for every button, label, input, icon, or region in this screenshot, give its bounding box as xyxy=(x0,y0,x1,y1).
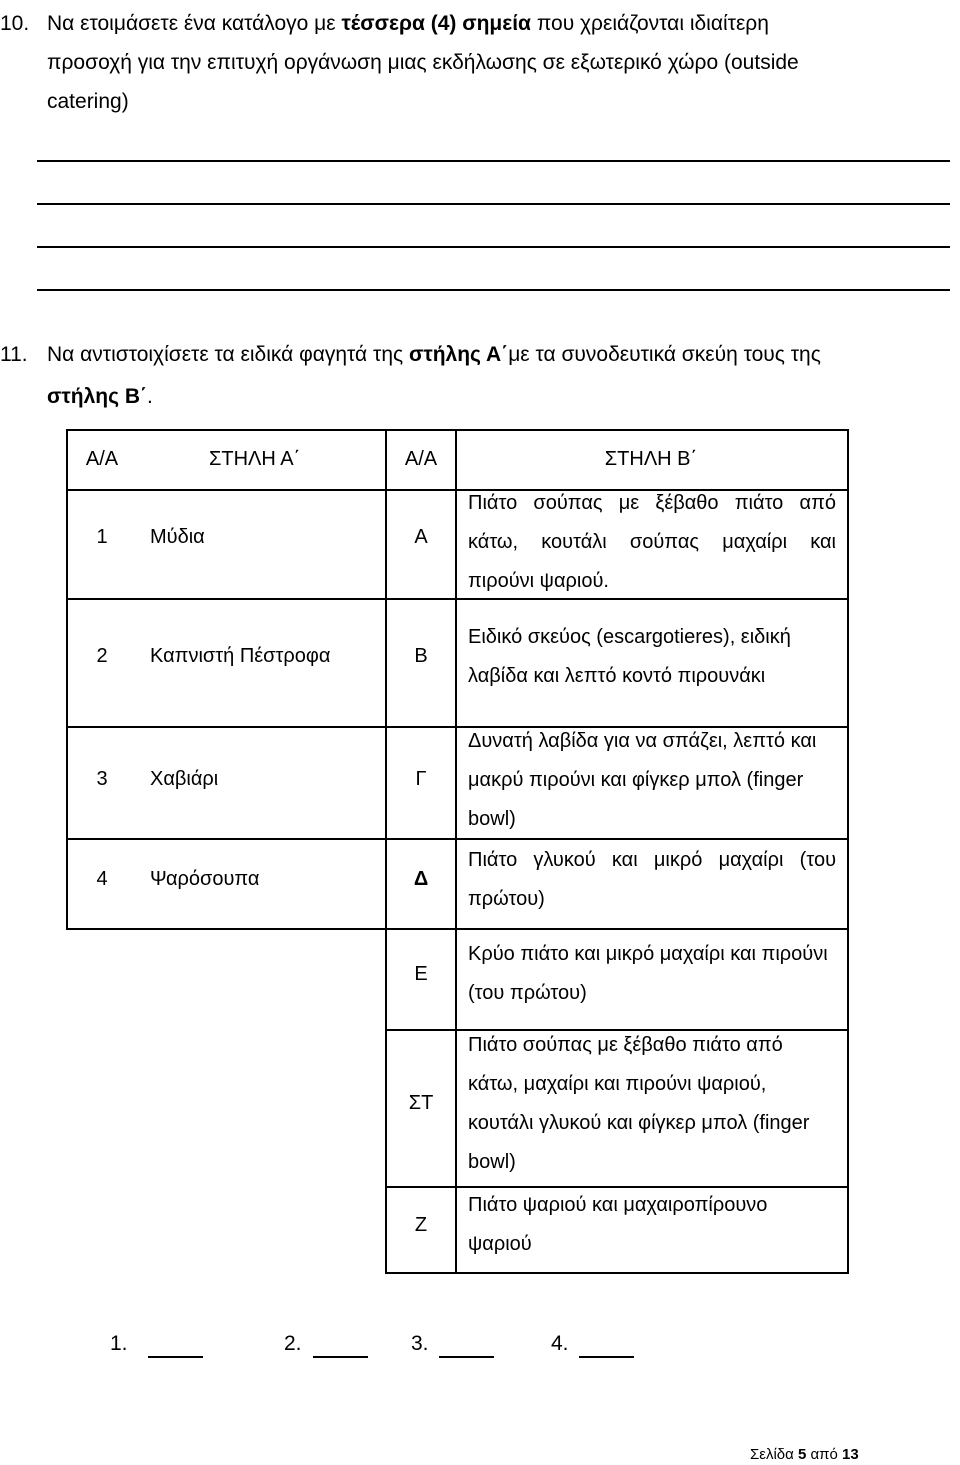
answer-label: 2. xyxy=(284,1332,302,1355)
header-aa-left: Α/Α xyxy=(85,448,119,470)
question-text: Να αντιστοιχίσετε τα ειδικά φαγητά της xyxy=(47,343,409,366)
answer-label: 1. xyxy=(110,1332,128,1355)
header-aa-right: Α/Α xyxy=(404,448,438,470)
question-text: Να ετοιμάσετε ένα κατάλογο με xyxy=(47,12,342,35)
header-column-a: ΣΤΗΛΗ Α΄ xyxy=(209,448,301,470)
column-b-letter: Β xyxy=(414,645,428,667)
column-b-letter: Δ xyxy=(413,868,429,890)
page-total: 13 xyxy=(842,1446,859,1463)
column-b-letter: Ζ xyxy=(414,1214,428,1236)
column-b-text: Ειδικό σκεύος (escargotieres), ειδική λαβίδα και λεπτό κοντό πιρουνάκι xyxy=(468,626,791,687)
question-10-line-3: catering) xyxy=(47,90,129,113)
question-10-line-2: προσοχή για την επιτυχή οργάνωση μιας εκδήλωσης σε εξωτερικό χώρο (outside xyxy=(47,51,799,74)
column-b-text: Πιάτο σούπας με ξέβαθο πιάτο από κάτω, μαχαίρι και πιρούνι ψαριού, κουτάλι γλυκού και φίγκερ μπολ (finger bowl) xyxy=(468,1034,810,1173)
table-border xyxy=(385,429,387,1274)
question-11-line-2 xyxy=(0,376,960,418)
page-number: 5 xyxy=(797,1446,807,1463)
answer-label: 4. xyxy=(551,1332,569,1355)
column-a-item: Ψαρόσουπα xyxy=(150,868,260,890)
question-10 xyxy=(0,4,960,121)
answer-line[interactable] xyxy=(37,289,950,291)
question-number: 11. xyxy=(0,343,28,366)
column-b-text: Δυνατή λαβίδα για να σπάζει, λεπτό και μακρύ πιρούνι και φίγκερ μπολ (finger bowl) xyxy=(468,730,817,830)
answer-line[interactable] xyxy=(37,246,950,248)
column-b-text: Πιάτο ψαριού και μαχαιροπίρουνο ψαριού xyxy=(468,1194,768,1255)
column-a-number: 2 xyxy=(96,645,108,667)
header-column-b: ΣΤΗΛΗ Β΄ xyxy=(604,448,698,470)
answer-label: 3. xyxy=(411,1332,429,1355)
question-11-line-1 xyxy=(0,334,960,376)
column-b-text: Πιάτο σούπας με ξέβαθο πιάτο από κάτω, κουτάλι σούπας μαχαίρι και πιρούνι ψαριού. xyxy=(468,492,836,592)
question-text: . xyxy=(147,385,153,408)
table-border xyxy=(66,429,68,930)
footer-text: Σελίδα xyxy=(750,1446,798,1463)
answer-blank[interactable] xyxy=(148,1356,203,1358)
footer-text: από xyxy=(806,1446,843,1463)
column-a-number: 1 xyxy=(96,526,108,548)
column-b-text: Πιάτο γλυκού και μικρό μαχαίρι (του πρώτου) xyxy=(468,849,836,910)
answer-row xyxy=(0,1332,960,1362)
answer-line[interactable] xyxy=(37,160,950,162)
table-border xyxy=(847,429,849,1274)
column-b-text: Κρύο πιάτο και μικρό μαχαίρι και πιρούνι (του πρώτου) xyxy=(468,943,828,1004)
answer-blank[interactable] xyxy=(313,1356,368,1358)
table-border xyxy=(66,429,849,431)
question-11 xyxy=(0,334,960,418)
column-a-item: Καπνιστή Πέστροφα xyxy=(150,645,331,667)
page-footer xyxy=(750,1446,859,1463)
question-text: με τα συνοδευτικά σκεύη τους της xyxy=(508,343,821,366)
question-text: που χρειάζονται ιδιαίτερη xyxy=(530,12,769,35)
column-a-item: Μύδια xyxy=(150,526,205,548)
column-b-letter: Γ xyxy=(415,768,427,790)
answer-blank[interactable] xyxy=(439,1356,494,1358)
column-b-letter: Α xyxy=(414,526,428,548)
table-border xyxy=(66,928,849,930)
column-b-letter: ΣΤ xyxy=(408,1092,434,1114)
column-a-number: 3 xyxy=(96,768,108,790)
question-emphasis: στήλης Α΄ xyxy=(408,343,509,366)
answer-line[interactable] xyxy=(37,203,950,205)
answer-blank[interactable] xyxy=(579,1356,634,1358)
question-10-line-1 xyxy=(0,4,960,43)
column-a-number: 4 xyxy=(96,868,108,890)
question-number: 10. xyxy=(0,12,30,35)
question-emphasis: στήλης Β΄ xyxy=(47,385,147,408)
table-border xyxy=(455,429,457,1274)
column-b-letter: Ε xyxy=(414,963,428,985)
question-emphasis: τέσσερα (4) σημεία xyxy=(341,12,531,35)
column-a-item: Χαβιάρι xyxy=(150,768,219,790)
